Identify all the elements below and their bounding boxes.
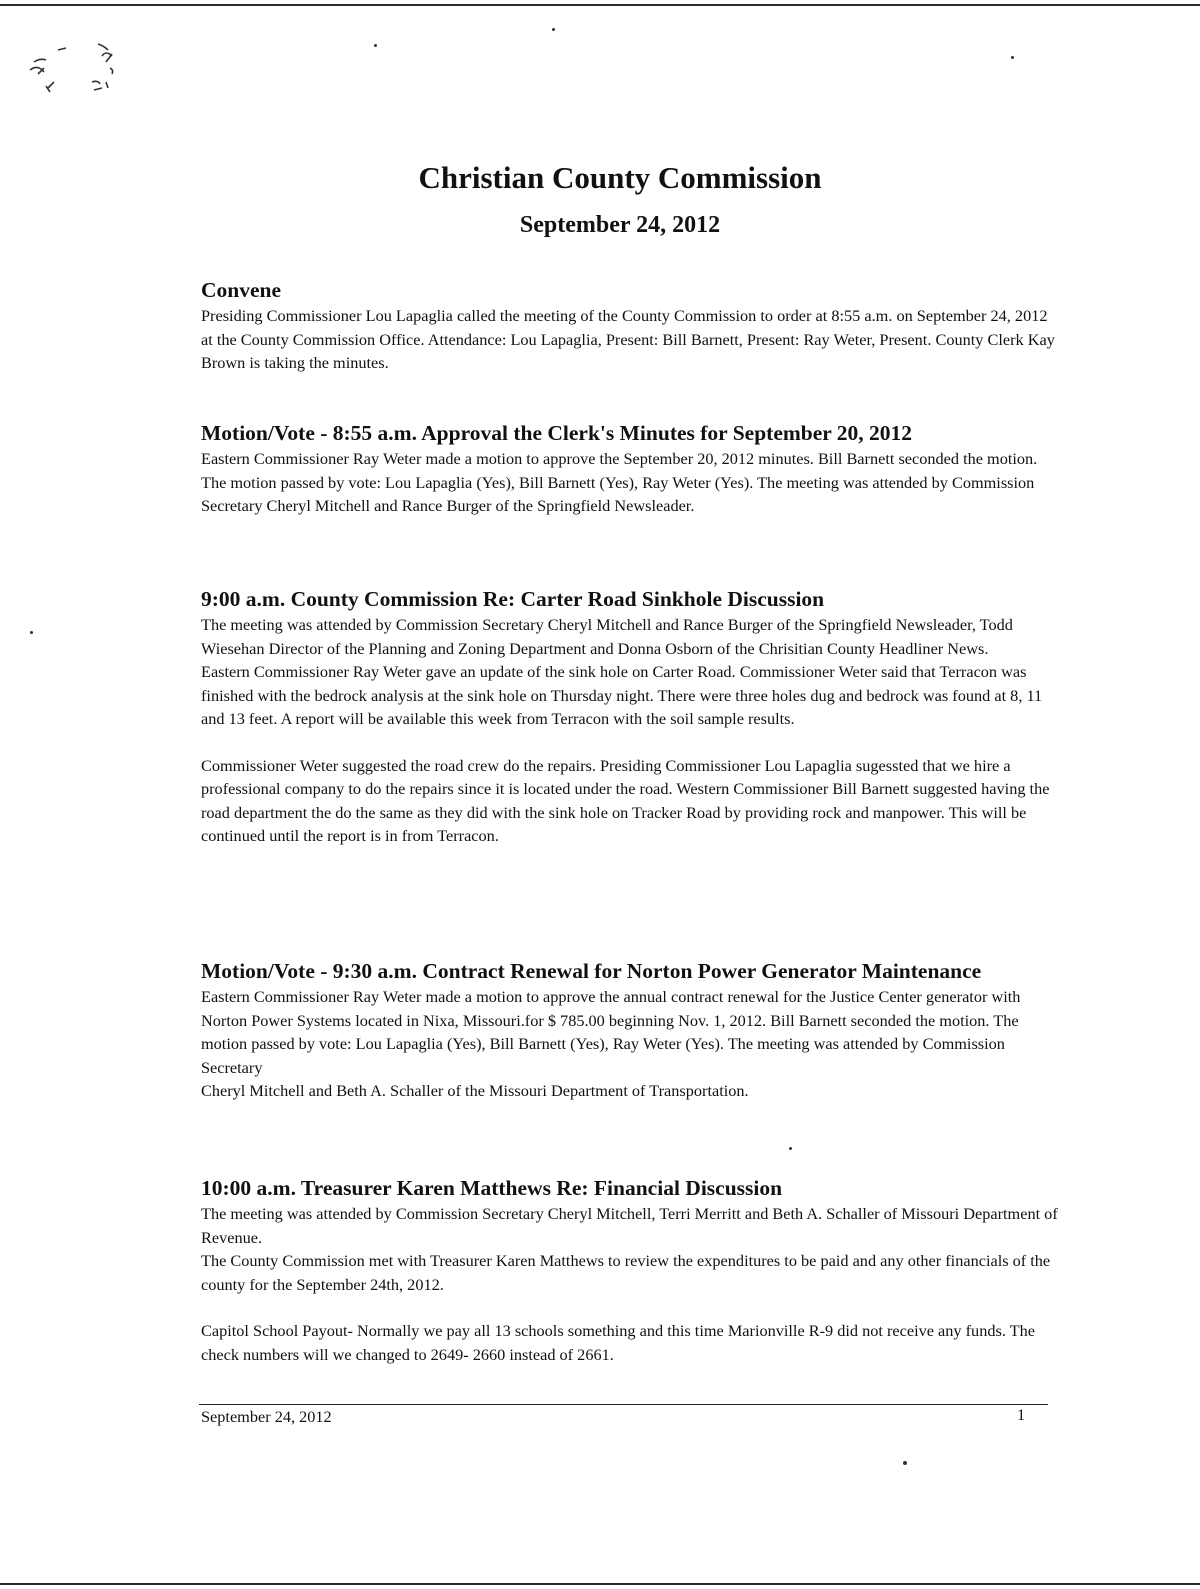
section-generator-contract [201, 957, 1061, 1103]
page-subtitle-date: September 24, 2012 [519, 212, 721, 238]
section-heading: Motion/Vote - 8:55 a.m. Approval the Clerk's Minutes for September 20, 2012 [201, 421, 913, 445]
section-paragraph: Cheryl Mitchell and Beth A. Schaller of the Missouri Department of Transportation. [201, 1081, 749, 1100]
section-heading: 10:00 a.m. Treasurer Karen Matthews Re: Financial Discussion [201, 1176, 783, 1200]
footer-page-number: 1 [1017, 1405, 1026, 1424]
section-financial-discussion [201, 1174, 1061, 1366]
section-sinkhole-discussion [201, 585, 1061, 848]
scan-speck [903, 1461, 907, 1465]
section-heading: 9:00 a.m. County Commission Re: Carter Road Sinkhole Discussion [201, 587, 825, 611]
section-paragraph: Eastern Commissioner Ray Weter gave an update of the sink hole on Carter Road. Commissioner Weter said that Terracon was finished with the bedrock analysis at the sink hole on Thursday night. There were three holes dug and bedrock was found at 8, 11 and 13 feet. A report will be available this week from Terracon with the soil sample results. [201, 662, 1043, 728]
scan-speck [1011, 56, 1014, 59]
section-paragraph: Capitol School Payout- Normally we pay all 13 schools something and this time Marionville R-9 did not receive any funds. The check numbers will we changed to 2649- 2660 instead of 2661. [201, 1321, 1035, 1364]
section-convene [201, 276, 1061, 375]
section-paragraph: Eastern Commissioner Ray Weter made a motion to approve the September 20, 2012 minutes. Bill Barnett seconded the motion. The motion passed by vote: Lou Lapaglia (Yes), Bill Barnett (Yes), Ray Weter (Yes). The meeting was attended by Commission Secretary Cheryl Mitchell and Rance Burger of the Springfield Newsleader. [201, 449, 1038, 515]
section-paragraph: Presiding Commissioner Lou Lapaglia called the meeting of the County Commission to order at 8:55 a.m. on September 24, 2012 at the County Commission Office. Attendance: Lou Lapaglia, Present: Bill Barnett, Present: Ray Weter, Present. County Clerk Kay Brown is taking the minutes. [201, 306, 1055, 372]
section-paragraph: The meeting was attended by Commission Secretary Cheryl Mitchell, Terri Merritt and Beth A. Schaller of Missouri Department of Revenue. [201, 1204, 1058, 1247]
scan-speck [30, 631, 33, 634]
scan-border-top [0, 4, 1200, 6]
footer-rule [199, 1404, 1048, 1405]
section-heading: Motion/Vote - 9:30 a.m. Contract Renewal for Norton Power Generator Maintenance [201, 959, 982, 983]
section-minutes-approval [201, 419, 1061, 518]
scan-artifact-marks [18, 38, 128, 108]
section-paragraph: Commissioner Weter suggested the road crew do the repairs. Presiding Commissioner Lou Lapaglia sugessted that we hire a professional company to do the repairs since it is located under the road. Western Commissioner Bill Barnett suggested having the road department the do the same as they did with the sink hole on Tracker Road by providing rock and manpower. This will be continued until the report is in from Terracon. [201, 755, 1050, 845]
section-paragraph: Eastern Commissioner Ray Weter made a motion to approve the annual contract renewal for the Justice Center generator with Norton Power Systems located in Nixa, Missouri.for $ 785.00 beginning Nov. 1, 2012. Bill Barnett seconded the motion. The motion passed by vote: Lou Lapaglia (Yes), Bill Barnett (Yes), Ray Weter (Yes). The meeting was attended by Commission Secretary [201, 987, 1021, 1077]
section-paragraph: The meeting was attended by Commission Secretary Cheryl Mitchell and Rance Burger of the Springfield Newsleader, Todd Wiesehan Director of the Planning and Zoning Department and Donna Osborn of the Chrisitian County Headliner News. [201, 615, 1013, 658]
scan-speck [789, 1147, 792, 1150]
scan-speck [552, 28, 555, 31]
section-heading: Convene [201, 278, 282, 302]
footer-date: September 24, 2012 [201, 1407, 332, 1426]
section-paragraph: The County Commission met with Treasurer Karen Matthews to review the expenditures to be paid and any other financials of the county for the September 24th, 2012. [201, 1251, 1051, 1294]
scan-border-bottom [0, 1583, 1200, 1585]
scan-speck [374, 44, 377, 47]
page-title: Christian County Commission [418, 160, 822, 195]
